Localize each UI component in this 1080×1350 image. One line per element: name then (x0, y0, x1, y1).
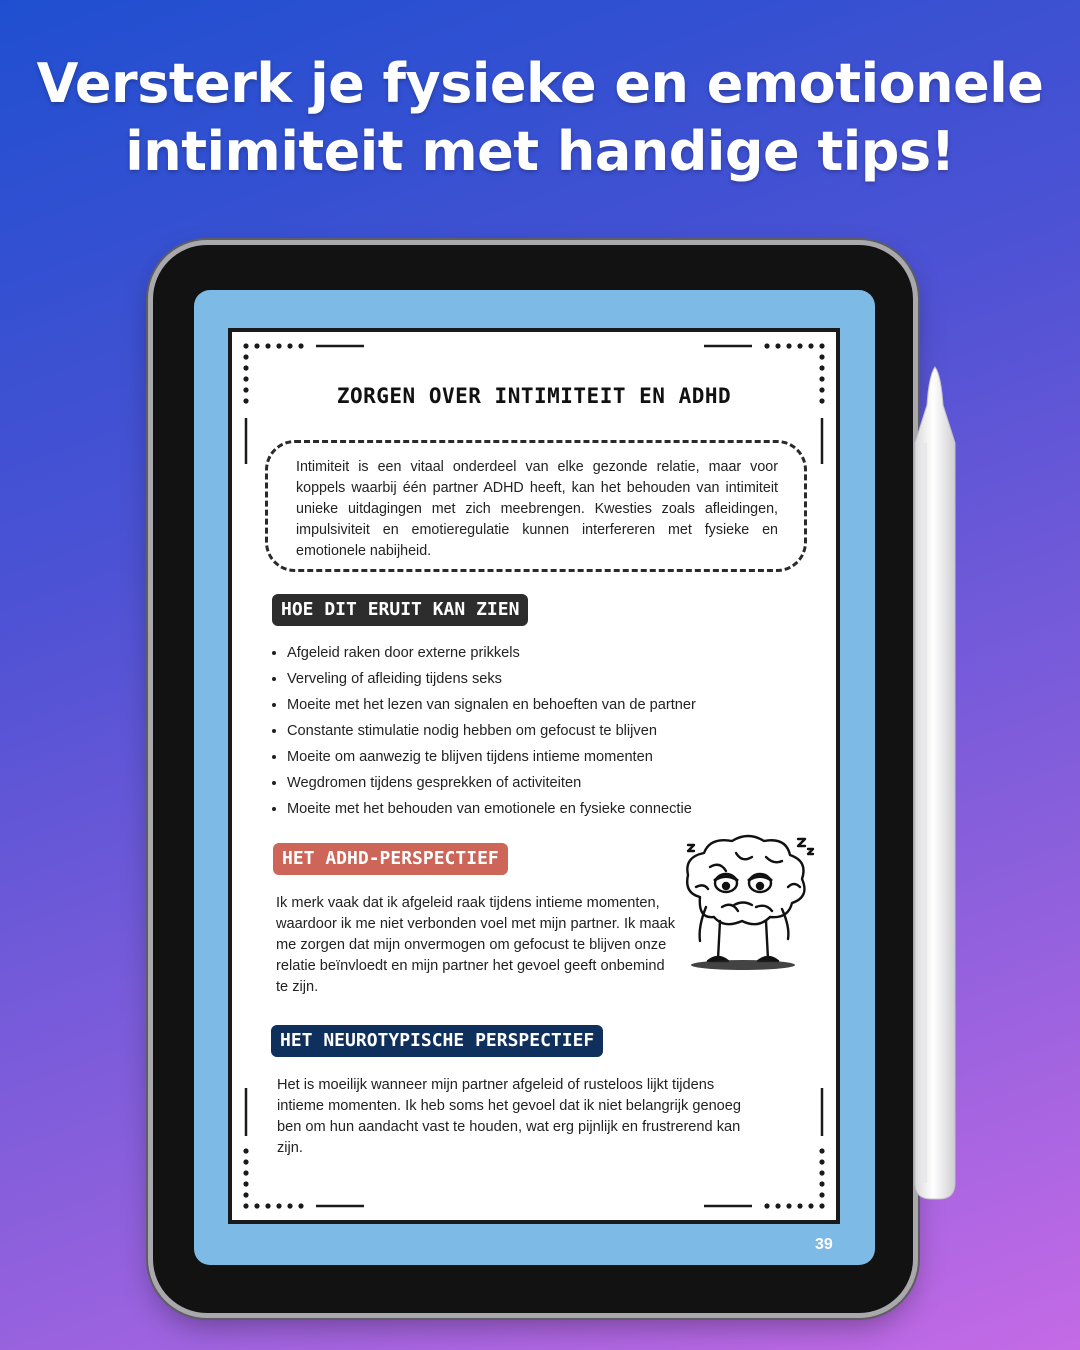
headline-line-1: Versterk je fysieke en emotionele (36, 52, 1044, 115)
ebook-page (228, 328, 840, 1224)
stylus-pencil-icon (913, 365, 957, 1200)
list-item: • Constante stimulatie nodig hebben om gefocust te blijven (287, 718, 827, 744)
page-number: 39 (815, 1236, 833, 1253)
adhd-perspective-text: Ik merk vaak dat ik afgeleid raak tijdens intieme momenten, waardoor ik me niet verbonden voel met mijn partner. Ik maak me zorgen dat mijn onvermogen om gefocust te blijven onze relatie beïnvloedt en mijn partner het gevoel geeft onbemind te zijn. (276, 895, 676, 995)
list-item: • Moeite met het behouden van emotionele en fysieke connectie (287, 796, 827, 822)
page-title: ZORGEN OVER INTIMITEIT EN ADHD (336, 384, 732, 408)
section-heading-adhd-perspectief: HET ADHD-PERSPECTIEF (273, 843, 508, 875)
section-heading-neurotypische-perspectief: HET NEUROTYPISCHE PERSPECTIEF (271, 1025, 603, 1057)
intro-box (265, 440, 807, 572)
neurotypical-perspective-text: Het is moeilijk wanneer mijn partner afgeleid of rusteloos lijkt tijdens intieme momenten. Ik heb soms het gevoel dat ik niet belangrijk genoeg ben om hun aandacht vast te houden, wat erg pijnlijk en frustrerend kan zijn. (277, 1077, 742, 1156)
intro-text: Intimiteit is een vitaal onderdeel van elke gezonde relatie, maar voor koppels waarbij één partner ADHD heeft, kan het behouden van intimiteit unieke uitdagingen met zich meebrengen. Kwesties zoals afleidingen, impulsiviteit en emotieregulatie kunnen interfereren met fysieke en emotionele nabijheid. (296, 459, 778, 559)
list-item: • Afgeleid raken door externe prikkels (287, 640, 827, 666)
list-item: • Wegdromen tijdens gesprekken of activiteiten (287, 770, 827, 796)
headline (0, 50, 1080, 186)
list-item: • Verveling of afleiding tijdens seks (287, 666, 827, 692)
symptom-list (265, 640, 827, 822)
list-item: • Moeite met het lezen van signalen en behoeften van de partner (287, 692, 827, 718)
headline-line-2: intimiteit met handige tips! (125, 120, 955, 183)
sleepy-brain-icon (670, 827, 820, 977)
section-heading-hoe-dit-eruit-kan-zien: HOE DIT ERUIT KAN ZIEN (272, 594, 528, 626)
list-item: • Moeite om aanwezig te blijven tijdens intieme momenten (287, 744, 827, 770)
tablet-screen (194, 290, 875, 1265)
